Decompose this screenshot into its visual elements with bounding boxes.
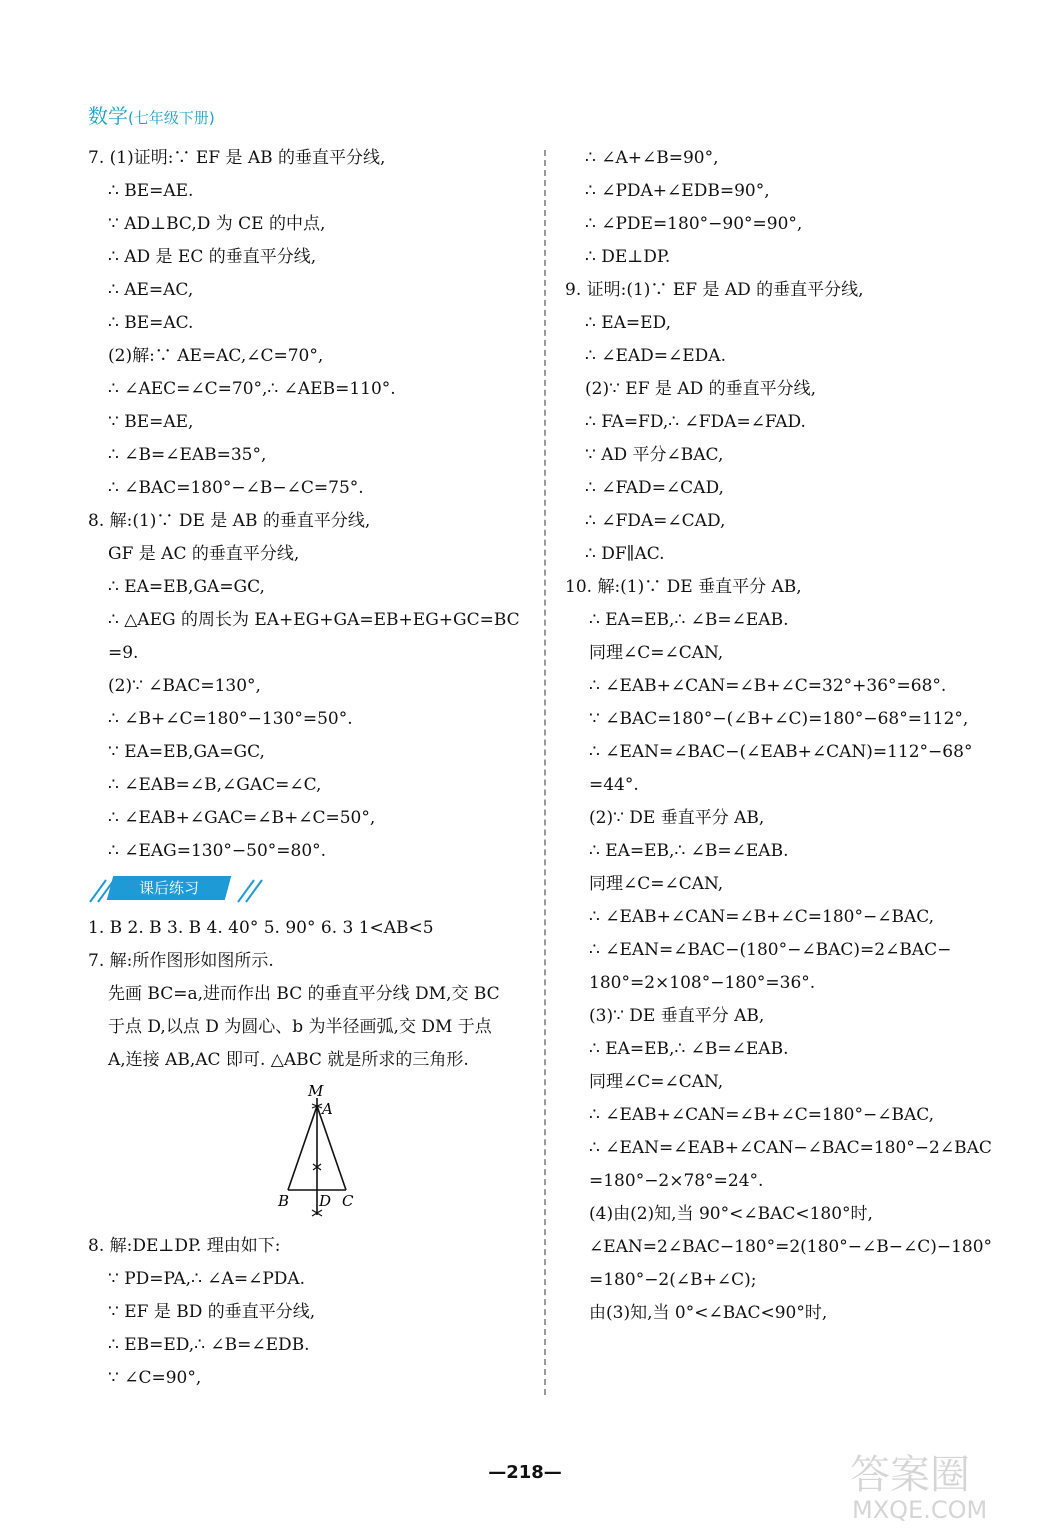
- text-line: ∴ EB=ED,∴ ∠B=∠EDB.: [108, 1335, 310, 1355]
- page-header: [88, 100, 215, 129]
- text-line: ∴ BE=AE.: [108, 181, 194, 201]
- text-line: ∴ ∠FDA=∠CAD,: [585, 511, 726, 531]
- text-line: ∴ ∠PDE=180°−90°=90°,: [585, 214, 803, 234]
- text-line: ∵ AD⊥BC,D 为 CE 的中点,: [108, 214, 326, 234]
- text-line: ∴ ∠A+∠B=90°,: [585, 148, 719, 168]
- text-line: 于点 D,以点 D 为圆心、b 为半径画弧,交 DM 于点: [108, 1017, 492, 1037]
- text-line: =180°−2×78°=24°.: [589, 1171, 764, 1191]
- section-title-banner: [107, 876, 231, 900]
- text-line: ∴ EA=EB,∴ ∠B=∠EAB.: [589, 1039, 789, 1059]
- text-line: GF 是 AC 的垂直平分线,: [108, 544, 300, 564]
- text-line: 7. 解:所作图形如图所示.: [88, 951, 274, 971]
- text-line: (2)解:∵ AE=AC,∠C=70°,: [108, 346, 324, 366]
- text-line: ∴ ∠EAB+∠CAN=∠B+∠C=32°+36°=68°.: [589, 676, 947, 696]
- text-line: 7. (1)证明:∵ EF 是 AB 的垂直平分线,: [88, 148, 386, 168]
- triangle-figure: [270, 1080, 370, 1225]
- text-line: ∴ ∠FAD=∠CAD,: [585, 478, 724, 498]
- section-heading: [88, 874, 268, 904]
- text-line: ∴ AE=AC,: [108, 280, 194, 300]
- label-c: C: [342, 1192, 354, 1210]
- watermark-text: 答案圈: [850, 1452, 970, 1498]
- text-line: ∴ ∠EAN=∠EAB+∠CAN−∠BAC=180°−2∠BAC: [589, 1138, 992, 1158]
- text-line: ∴ ∠EAB+∠GAC=∠B+∠C=50°,: [108, 808, 376, 828]
- side-ac: [317, 1106, 346, 1190]
- left-block-1: [88, 142, 528, 868]
- text-line: ∴ EA=EB,GA=GC,: [108, 577, 265, 597]
- text-line: (4)由(2)知,当 90°<∠BAC<180°时,: [589, 1204, 873, 1224]
- text-line: ∴ AD 是 EC 的垂直平分线,: [108, 247, 317, 267]
- text-line: ∵ ∠BAC=180°−(∠B+∠C)=180°−68°=112°,: [589, 709, 969, 729]
- text-line: 8. 解:DE⊥DP. 理由如下:: [88, 1236, 281, 1256]
- text-line: ∴ ∠AEC=∠C=70°,∴ ∠AEB=110°.: [108, 379, 396, 399]
- text-line: ∠EAN=2∠BAC−180°=2(180°−∠B−∠C)−180°: [589, 1237, 993, 1257]
- text-line: ∴ △AEG 的周长为 EA+EG+GA=EB+EG+GC=BC: [108, 610, 520, 630]
- text-line: ∵ ∠C=90°,: [108, 1368, 202, 1388]
- text-line: ∴ EA=EB,∴ ∠B=∠EAB.: [589, 610, 789, 630]
- label-m: M: [308, 1082, 324, 1100]
- column-divider: [544, 150, 546, 1395]
- header-title: 数学: [88, 104, 128, 128]
- text-line: 由(3)知,当 0°<∠BAC<90°时,: [589, 1303, 828, 1323]
- text-line: ∴ ∠B=∠EAB=35°,: [108, 445, 267, 465]
- text-line: =9.: [108, 643, 139, 663]
- right-block: [565, 142, 1010, 1330]
- text-line: 同理∠C=∠CAN,: [589, 874, 724, 894]
- text-line: ∴ ∠BAC=180°−∠B−∠C=75°.: [108, 478, 364, 498]
- text-line: 8. 解:(1)∵ DE 是 AB 的垂直平分线,: [88, 511, 371, 531]
- text-line: ∴ ∠EAG=130°−50°=80°.: [108, 841, 327, 861]
- text-line: ∵ BE=AE,: [108, 412, 194, 432]
- text-line: A,连接 AB,AC 即可. △ABC 就是所求的三角形.: [108, 1050, 469, 1070]
- text-line: 10. 解:(1)∵ DE 垂直平分 AB,: [565, 577, 802, 597]
- text-line: ∴ DF∥AC.: [585, 544, 665, 564]
- side-ab: [288, 1106, 317, 1190]
- text-line: (2)∵ DE 垂直平分 AB,: [589, 808, 765, 828]
- text-line: ∴ ∠EAB=∠B,∠GAC=∠C,: [108, 775, 322, 795]
- text-line: ∴ EA=EB,∴ ∠B=∠EAB.: [589, 841, 789, 861]
- right-column: [565, 142, 1010, 1330]
- left-column-2: [88, 912, 528, 1077]
- label-b: B: [278, 1192, 290, 1210]
- label-a: A: [322, 1100, 333, 1118]
- text-line: 同理∠C=∠CAN,: [589, 643, 724, 663]
- text-line: ∴ ∠PDA+∠EDB=90°,: [585, 181, 770, 201]
- text-line: ∴ FA=FD,∴ ∠FDA=∠FAD.: [585, 412, 806, 432]
- text-line: =44°.: [589, 775, 639, 795]
- watermark-logo: [840, 1444, 1030, 1524]
- text-line: (2)∵ EF 是 AD 的垂直平分线,: [585, 379, 817, 399]
- left-column-3: [88, 1230, 528, 1395]
- text-line: ∵ PD=PA,∴ ∠A=∠PDA.: [108, 1269, 306, 1289]
- text-line: 1. B 2. B 3. B 4. 40° 5. 90° 6. 3 1<AB<5: [88, 918, 434, 938]
- text-line: ∴ DE⊥DP.: [585, 247, 671, 267]
- text-line: 同理∠C=∠CAN,: [589, 1072, 724, 1092]
- left-block-2: [88, 912, 528, 1077]
- page-number: —218—: [488, 1462, 562, 1483]
- text-line: 180°=2×108°−180°=36°.: [589, 973, 816, 993]
- text-line: ∵ EF 是 BD 的垂直平分线,: [108, 1302, 316, 1322]
- text-line: ∴ ∠EAN=∠BAC−(180°−∠BAC)=2∠BAC−: [589, 940, 952, 960]
- text-line: 9. 证明:(1)∵ EF 是 AD 的垂直平分线,: [565, 280, 864, 300]
- text-line: ∴ ∠EAB+∠CAN=∠B+∠C=180°−∠BAC,: [589, 1105, 935, 1125]
- text-line: ∵ EA=EB,GA=GC,: [108, 742, 265, 762]
- label-d: D: [319, 1192, 332, 1210]
- left-column: [88, 142, 528, 868]
- text-line: ∴ EA=ED,: [585, 313, 671, 333]
- text-line: ∴ BE=AC.: [108, 313, 194, 333]
- section-title: 课后练习: [138, 879, 199, 897]
- header-subtitle: (七年级下册): [128, 109, 215, 127]
- text-line: ∴ ∠B+∠C=180°−130°=50°.: [108, 709, 353, 729]
- text-line: =180°−2(∠B+∠C);: [589, 1270, 757, 1290]
- text-line: ∵ AD 平分∠BAC,: [585, 445, 724, 465]
- left-block-3: [88, 1230, 528, 1395]
- text-line: (3)∵ DE 垂直平分 AB,: [589, 1006, 765, 1026]
- watermark-url: MXQE.COM: [852, 1496, 988, 1524]
- text-line: ∴ ∠EAD=∠EDA.: [585, 346, 726, 366]
- text-line: 先画 BC=a,进而作出 BC 的垂直平分线 DM,交 BC: [108, 984, 500, 1004]
- text-line: (2)∵ ∠BAC=130°,: [108, 676, 261, 696]
- text-line: ∴ ∠EAN=∠BAC−(∠EAB+∠CAN)=112°−68°: [589, 742, 973, 762]
- text-line: ∴ ∠EAB+∠CAN=∠B+∠C=180°−∠BAC,: [589, 907, 935, 927]
